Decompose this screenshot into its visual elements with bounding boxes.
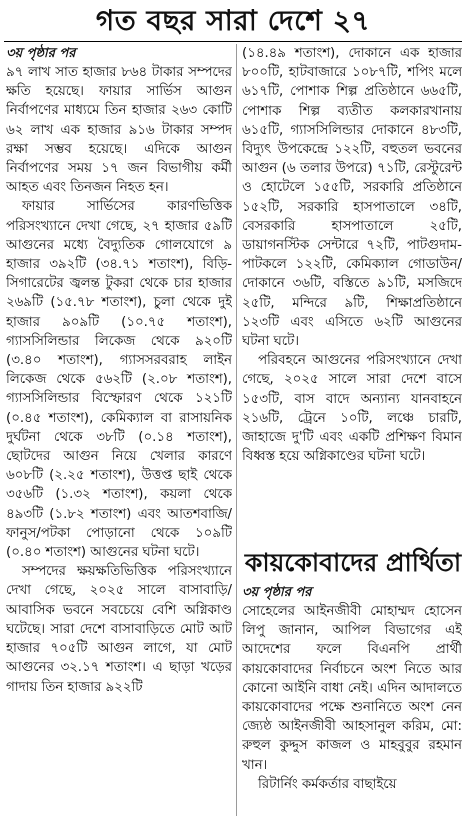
article-paragraph: ফায়ার সার্ভিসের কারণভিত্তিক পরিসংখ্যানে দেখা গেছে, ২৭ হাজার ৫৯টি আগুনের মধ্যে বৈদ্যুতিক গোলযোগে ৯ হাজার ৩৯২টি (৩৪.৭১ শতাংশ), বিড়ি-সিগারেটের জ্বলন্ত টুকরা থেকে চার হাজার ২৬৯টি (১৫.৭৮ শতাংশ), চুলা থেকে দুই হাজার ৯০৯টি (১০.৭৫ শতাংশ), গ্যাসসিলিন্ডার লিকেজ থেকে ৯২০টি (৩.৪০ শতাংশ), গ্যাসসরবরাহ লাইন লিকেজ থেকে ৫৬২টি (২.০৮ শতাংশ), গ্যাসসিলিন্ডার বিস্ফোরণ থেকে ১২১টি (০.৪৫ শতাংশ), কেমিক্যাল বা রাসায়নিক দুর্ঘটনা থেকে ৩৮টি (০.১৪ শতাংশ), ছোটদের আগুন নিয়ে খেলার কারণে ৬০৮টি (২.২৫ শতাংশ), উত্তপ্ত ছাই থেকে ৩৫৬টি (১.৩২ শতাংশ), কয়লা থেকে ৪৯৩টি (১.৮২ শতাংশ) এবং আতশবাজি/ফানুস/পটকা পোড়ানো থেকে ১০৯টি (০.৪০ শতাংশ) আগুনের ঘটনা ঘটে। (6, 199, 232, 561)
article-paragraph: পরিবহনে আগুনের পরিসংখ্যানে দেখা গেছে, ২০২৫ সালে সারা দেশে বাসে ১৫৩টি, বাস বাদে অন্যান্য যানবাহনে ২১৬টি, ট্রেনে ১০টি, লঞ্চে চারটি, জাহাজে দু'টি এবং একটি প্রশিক্ষণ বিমান বিধ্বস্ত হয়ে অগ্নিকাণ্ডের ঘটনা ঘটে। (242, 353, 462, 465)
article-paragraph: (১৪.৪৯ শতাংশ), দোকানে এক হাজার ৮০০টি, হাটবাজারে ১০৮৭টি, শপিং মলে ৬১৭টি, পোশাক শিল্প প্রতিষ্ঠানে ৬৬৫টি, পোশাক শিল্প ব্যতীত কলকারখানায় ৬১৫টি, গ্যাসসিলিন্ডার দোকানে ৪৮৩টি, বিদ্যুৎ উপকেন্দ্রে ১২২টি, বহুতল ভবনের আগুন (৬ তলার উপরে) ৭১টি, রেস্টুরেন্ট ও হোটেলে ১৫৫টি, সরকারি প্রতিষ্ঠানে ১৫২টি, সরকারি হাসপাতালে ৩৪টি, বেসরকারি হাসপাতালে ২৫টি, ডায়াগনস্টিক সেন্টারে ৭২টি, পাটগুদাম-পাটকলে ১২২টি, কেমিক্যাল গোডাউন/দোকানে ৩৬টি, বস্তিতে ৯১টি, মসজিদে ২৫টি, মন্দিরে ৯টি, শিক্ষাপ্রতিষ্ঠানে ১২৩টি এবং এসিতে ৬২টি আগুনের ঘটনা ঘটে। (242, 46, 462, 350)
article-paragraph: রিটার্নিং কর্মকর্তার বাছাইয়ে (257, 776, 397, 792)
article-headline: গত বছর সারা দেশে ২৭ (95, 4, 371, 37)
article-left-column (6, 44, 232, 819)
headline-rule (4, 41, 462, 42)
second-article-body (242, 583, 462, 819)
article-right-column (242, 44, 462, 530)
column-divider (236, 44, 237, 816)
continuation-kicker: ৩য় পৃষ্ঠার পর (242, 585, 312, 600)
continuation-kicker: ৩য় পৃষ্ঠার পর (6, 46, 76, 61)
article-paragraph: সম্পদের ক্ষয়ক্ষতিভিত্তিক পরিসংখ্যানে দেখা গেছে, ২০২৫ সালে বাসাবাড়ি/আবাসিক ভবনে সবচেয়ে বেশি অগ্নিকাণ্ড ঘটেছে। সারা দেশে বাসাবাড়িতে মোট আট হাজার ৭০৫টি আগুন লাগে, যা মোট আগুনের ৩২.১৭ শতাংশ। এ ছাড়া খড়ের গাদায় তিন হাজার ৯২২টি (6, 564, 232, 695)
article-paragraph: সোহেলের আইনজীবী মোহাম্মদ হোসেন লিপু জানান, আপিল বিভাগের এই আদেশের ফলে বিএনপি প্রার্থী কায়কোবাদের নির্বাচনে অংশ নিতে আর কোনো আইনি বাধা নেই। এদিন আদালতে কায়কোবাদের পক্ষে শুনানিতে অংশ নেন জ্যেষ্ঠ আইনজীবী আহসানুল করিম, মো: রুহুল কুদ্দুস কাজল ও মাহবুবুর রহমান খান। (242, 604, 462, 773)
article-paragraph: ৯৭ লাখ সাত হাজার ৮৬৪ টাকার সম্পদের ক্ষতি হয়েছে। ফায়ার সার্ভিস আগুন নির্বাপণের মাধ্যমে তিন হাজার ২৬৩ কোটি ৬২ লাখ এক হাজার ৯১৬ টাকার সম্পদ রক্ষা সম্ভব হয়েছে। এদিকে আগুন নির্বাপণের সময় ১৭ জন বিভাগীয় কর্মী আহত এবং তিনজন নিহত হন। (6, 65, 232, 196)
second-article-headline: কায়কোবাদের প্রার্থিতা (244, 548, 462, 577)
